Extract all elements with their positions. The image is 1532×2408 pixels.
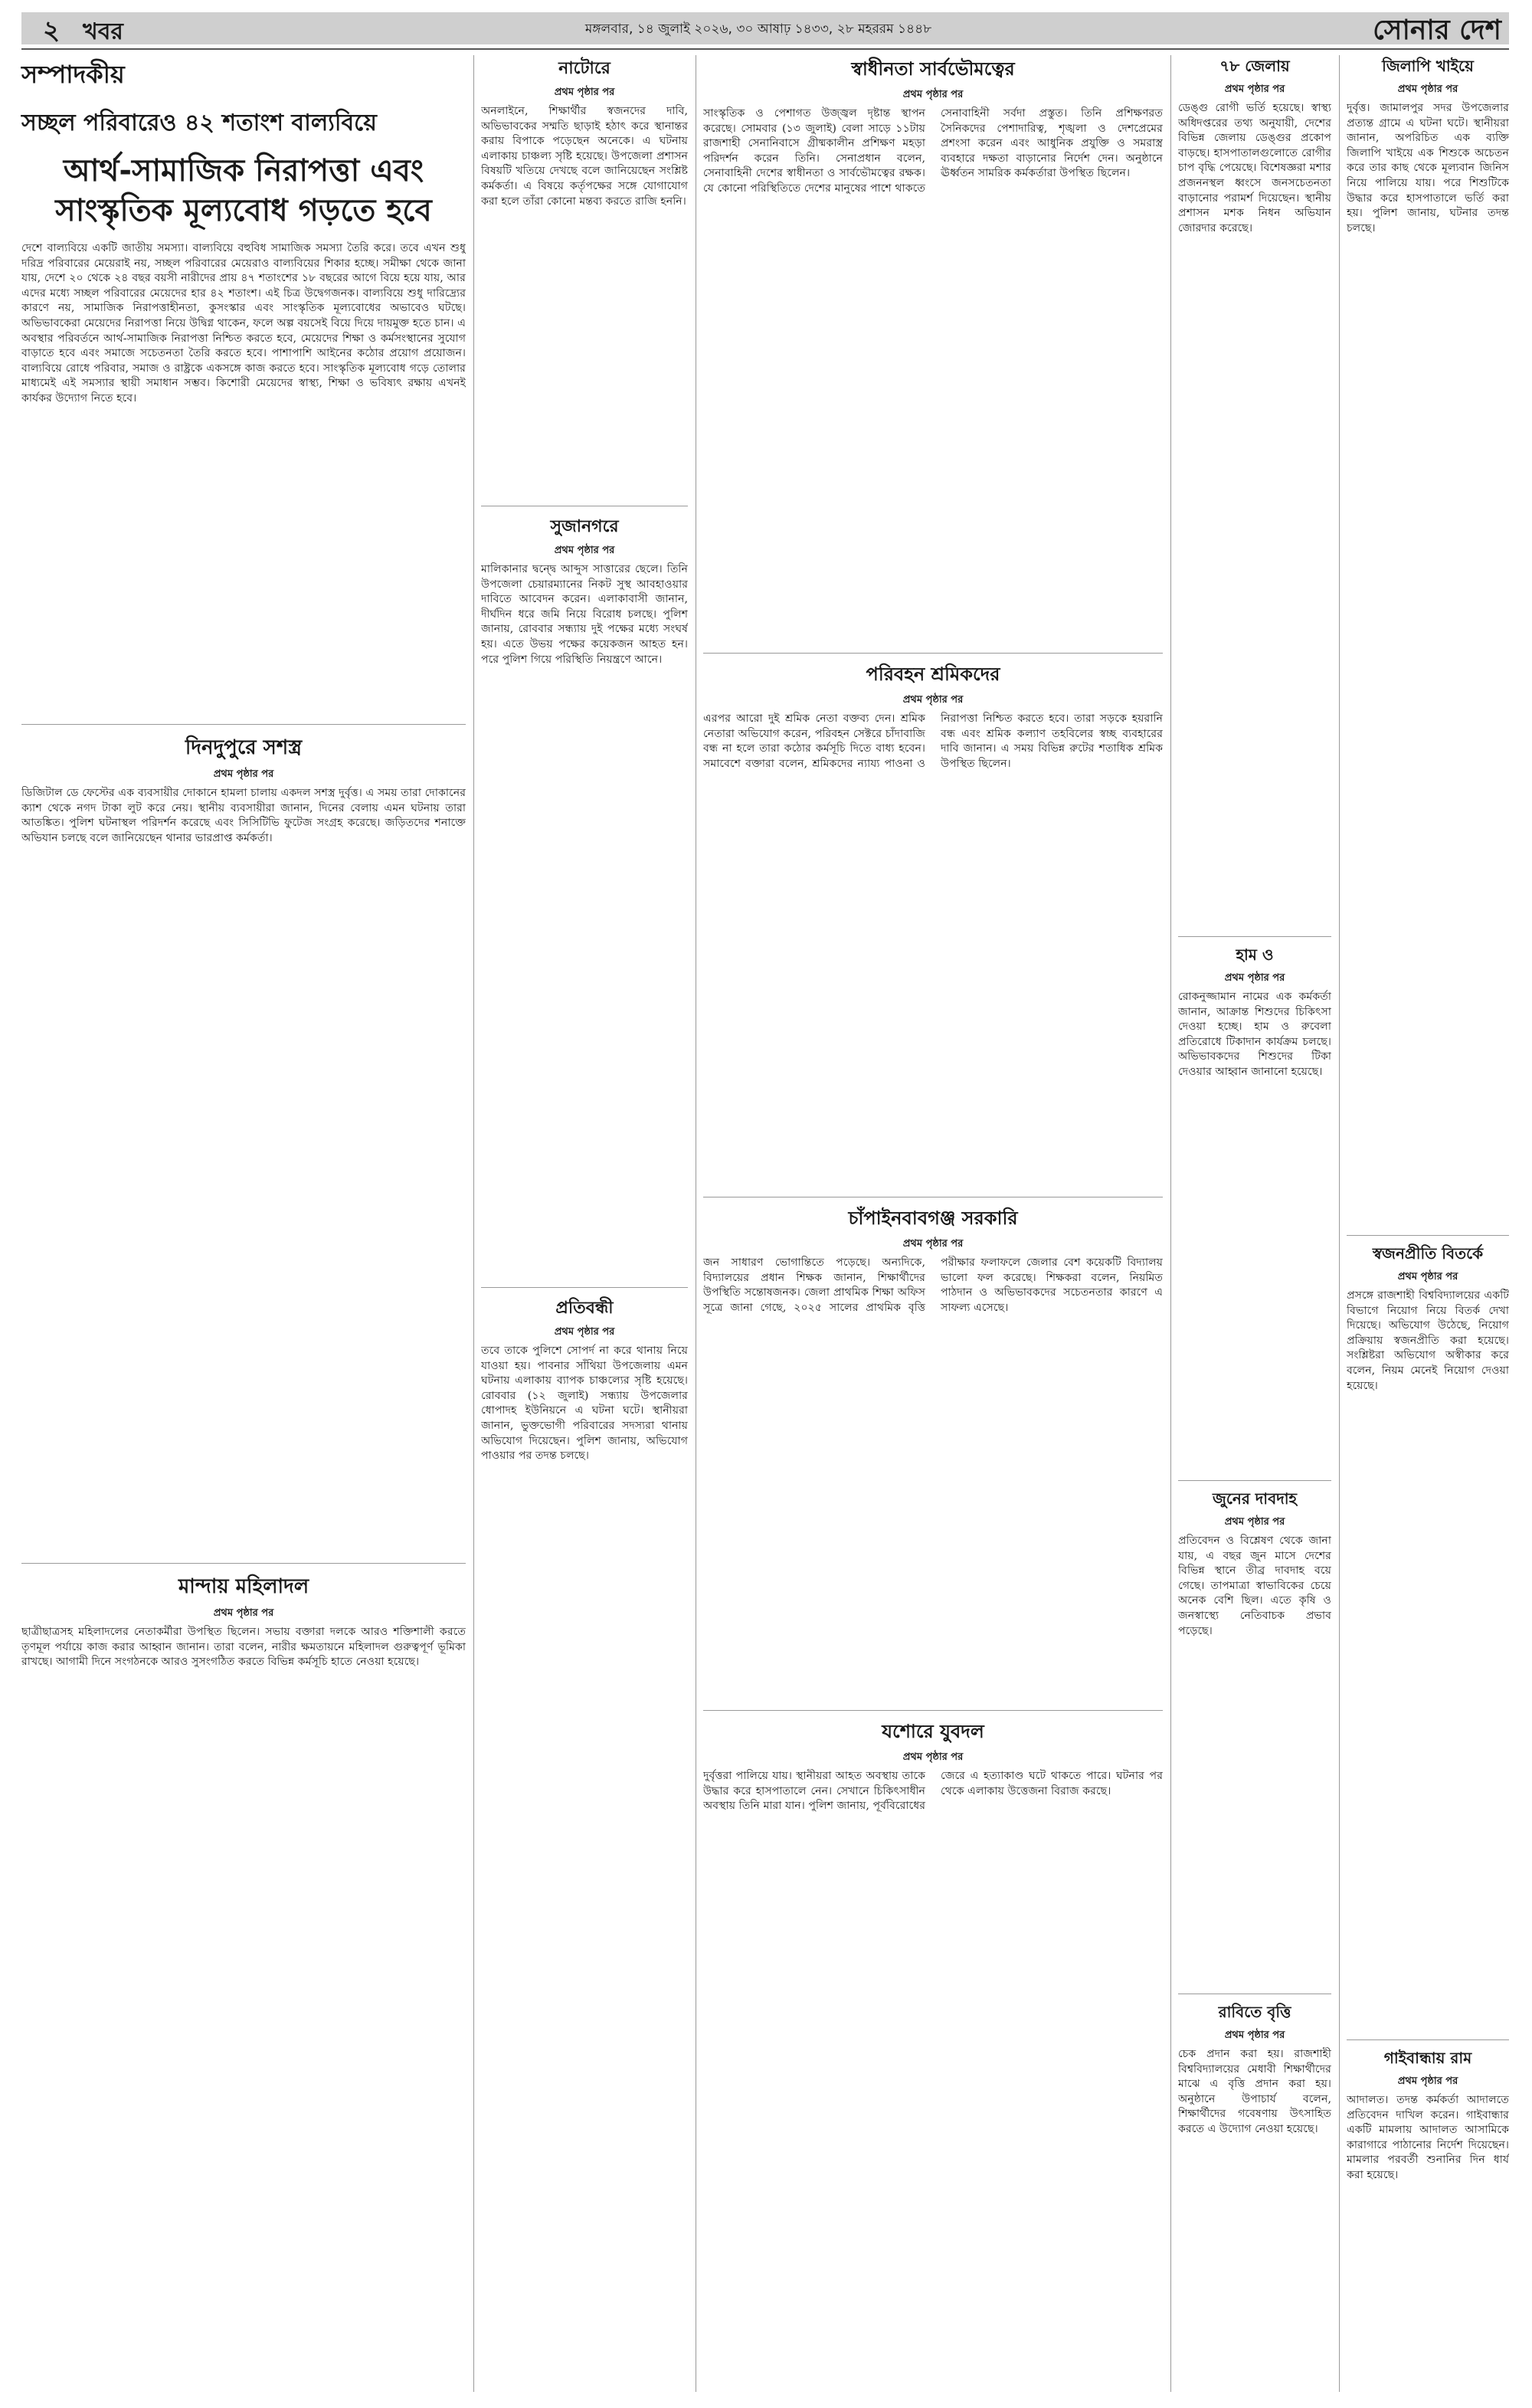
article-jessore	[703, 1718, 1163, 2392]
article-body: জন সাধারণ ভোগান্তিতে পড়েছে। অন্যদিকে, বিদ্যালয়ের প্রধান শিক্ষক জানান, শিক্ষার্থীদের উপস্থিতি সন্তোষজনক। জেলা প্রাথমিক শিক্ষা অফিস সূত্রে জানা গেছে, ২০২৫ সালের প্রাথমিক বৃত্তি পরীক্ষার ফলাফলে জেলার বেশ কয়েকটি বিদ্যালয় ভালো ফল করেছে। শিক্ষকরা বলেন, নিয়মিত পাঠদান ও অভিভাবকদের সচেতনতার কারণে এ সাফল্য এসেছে।	[703, 1256, 1163, 1314]
article-body: ডেঙ্গু রোগী ভর্তি হয়েছে। স্বাস্থ্য অধিদপ্তরের তথ্য অনুযায়ী, দেশের বিভিন্ন জেলায় ডেঙ্গুর প্রকোপ বাড়ছে। হাসপাতালগুলোতে রোগীর চাপ বৃদ্ধি পেয়েছে। বিশেষজ্ঞরা মশার প্রজননস্থল ধ্বংসে জনসচেতনতা বাড়ানোর পরামর্শ দিয়েছেন। স্থানীয় প্রশাসন মশক নিধন অভিযান জোরদার করেছে।	[1178, 102, 1331, 234]
article-title: ৭৮ জেলায়	[1219, 57, 1290, 75]
continuation-label: প্রথম পৃষ্ঠার পর	[902, 1751, 964, 1763]
editorial-body: দেশে বাল্যবিয়ে একটি জাতীয় সমস্যা। বাল্যবিয়ে বহুবিধ সামাজিক সমস্যা তৈরি করে। তবে এখন শুধু দরিদ্র পরিবারের মেয়েরাই নয়, সচ্ছল পরিবারের মেয়েরাও বাল্যবিয়ের শিকার হচ্ছে। সমীক্ষা থেকে জানা যায়, দেশে ২০ থেকে ২৪ বছর বয়সী নারীদের প্রায় ৪৭ শতাংশের ১৮ বছরের আগে বিয়ে হয়ে যায়, আর এদের মধ্যে সচ্ছল পরিবারের মেয়েদের হার ৪২ শতাংশ। এই চিত্র উদ্বেগজনক। বাল্যবিয়ে শুধু দারিদ্র্যের কারণে নয়, সামাজিক নিরাপত্তাহীনতা, কুসংস্কার এবং সাংস্কৃতিক মূল্যবোধের অভাবেও ঘটছে। অভিভাবকেরা মেয়েদের নিরাপত্তা নিয়ে উদ্বিগ্ন থাকেন, ফলে অল্প বয়সেই বিয়ে দিয়ে দায়মুক্ত হতে চান। এ অবস্থার পরিবর্তনে আর্থ-সামাজিক নিরাপত্তা নিশ্চিত করতে হবে, মেয়েদের শিক্ষা ও কর্মসংস্থানের সুযোগ বাড়াতে হবে এবং সমাজে সচেতনতা তৈরি করতে হবে। পাশাপাশি আইনের কঠোর প্রয়োগ প্রয়োজন। বাল্যবিয়ে রোধে পরিবার, সমাজ ও রাষ্ট্রকে একসঙ্গে কাজ করতে হবে। সাংস্কৃতিক মূল্যবোধ গড়ে তোলার মাধ্যমেই এই সমস্যার স্থায়ী সমাধান সম্ভব। কিশোরী মেয়েদের স্বাস্থ্য, শিক্ষা ও ভবিষ্যৎ রক্ষায় এখনই কার্যকর উদ্যোগ নিতে হবে।	[21, 242, 466, 405]
divider	[21, 1563, 466, 1564]
article-rabi	[1178, 2001, 1331, 2392]
article-manda	[21, 1571, 466, 2390]
continuation-label: প্রথম পৃষ্ঠার পর	[1397, 2075, 1458, 2087]
article-body: প্রতিবেদন ও বিশ্লেষণ থেকে জানা যায়, এ বছর জুন মাসে দেশের বিভিন্ন স্থানে তীব্র দাবদাহ বয়ে গেছে। তাপমাত্রা স্বাভাবিকের চেয়ে অনেক বেশি ছিল। এতে কৃষি ও জনস্বাস্থ্যে নেতিবাচক প্রভাব পড়েছে।	[1178, 1535, 1331, 1637]
continuation-label: প্রথম পৃষ্ঠার পর	[1397, 84, 1458, 95]
divider	[1178, 1480, 1331, 1481]
continuation-label: প্রথম পৃষ্ঠার পর	[1224, 972, 1285, 984]
paper-name: সোনার দেশ	[1373, 14, 1501, 46]
divider	[703, 653, 1163, 654]
continuation-label: প্রথম পৃষ্ঠার পর	[1224, 2030, 1285, 2041]
article-gaibandha	[1347, 2047, 1509, 2392]
article-title: নাটোরে	[558, 59, 611, 78]
article-title: দিনদুপুরে সশস্ত্র	[185, 736, 303, 759]
continuation-label: প্রথম পৃষ্ঠার পর	[554, 545, 615, 556]
page-number: ২	[43, 15, 61, 46]
article-dinajpur	[21, 732, 466, 1536]
column-rule	[1170, 55, 1171, 2392]
article-title: চাঁপাইনবাবগঞ্জ সরকারি	[848, 1207, 1018, 1229]
column-rule	[1339, 55, 1340, 2392]
article-body: ডিজিটাল ডে ফেস্টের এক ব্যবসায়ীর দোকানে হামলা চালায় একদল সশস্ত্র দুর্বৃত্ত। এ সময় তারা দোকানের ক্যাশ থেকে নগদ টাকা লুট করে নেয়। স্থানীয় ব্যবসায়ীরা জানান, দিনের বেলায় এমন ঘটনায় তারা আতঙ্কিত। পুলিশ ঘটনাস্থল পরিদর্শন করেছে এবং সিসিটিভি ফুটেজ সংগ্রহ করেছে। জড়িতদের শনাক্তে অভিযান চলছে বলে জানিয়েছেন থানার ভারপ্রাপ্ত কর্মকর্তা।	[21, 787, 466, 844]
continuation-label: প্রথম পৃষ্ঠার পর	[1397, 1271, 1458, 1283]
article-jilapi	[1347, 55, 1509, 1227]
article-june-heat	[1178, 1488, 1331, 1986]
masthead-rule	[21, 48, 1509, 50]
article-body: চেক প্রদান করা হয়। রাজশাহী বিশ্ববিদ্যালয়ের মেধাবী শিক্ষার্থীদের মাঝে এ বৃত্তি প্রদান করা হয়। অনুষ্ঠানে উপাচার্য বলেন, শিক্ষার্থীদের গবেষণায় উৎসাহিত করতে এ উদ্যোগ নেওয়া হয়েছে।	[1178, 2048, 1331, 2135]
article-body: অনলাইনে, শিক্ষার্থীর স্বজনদের দাবি, অভিভাবকের সম্মতি ছাড়াই হঠাৎ করে স্থানান্তর করায় বিপাকে পড়েছেন অনেকে। এ ঘটনায় এলাকায় চাঞ্চল্য সৃষ্টি হয়েছে। উপজেলা প্রশাসন বিষয়টি খতিয়ে দেখছে বলে জানিয়েছেন সংশ্লিষ্ট কর্মকর্তা। এ বিষয়ে কর্তৃপক্ষের সঙ্গে যোগাযোগ করা হলে তাঁরা কোনো মন্তব্য করতে রাজি হননি।	[481, 105, 688, 208]
divider	[21, 724, 466, 725]
article-body: সাংস্কৃতিক ও পেশাগত উজ্জ্বল দৃষ্টান্ত স্থাপন করেছে। সোমবার (১৩ জুলাই) বেলা সাড়ে ১১টায় রাজশাহী সেনানিবাসে গ্রীষ্মকালীন প্রশিক্ষণ মহড়া পরিদর্শন করেন তিনি। সেনাপ্রধান বলেন, সেনাবাহিনী দেশের স্বাধীনতা ও সার্বভৌমত্বের রক্ষক। যে কোনো পরিস্থিতিতে দেশের মানুষের পাশে থাকতে সেনাবাহিনী সর্বদা প্রস্তুত। তিনি প্রশিক্ষণরত সৈনিকদের পেশাদারিত্ব, শৃঙ্খলা ও দেশপ্রেমের প্রশংসা করেন এবং আধুনিক প্রযুক্তি ও সমরাস্ত্র ব্যবহারে দক্ষতা বাড়ানোর নির্দেশ দেন। অনুষ্ঠানে ঊর্ধ্বতন সামরিক কর্মকর্তারা উপস্থিত ছিলেন।	[703, 107, 1163, 195]
article-body: আদালত। তদন্ত কর্মকর্তা আদালতে প্রতিবেদন দাখিল করেন। গাইবান্ধার একটি মামলায় আদালত আসামিকে কারাগারে পাঠানোর নির্দেশ দিয়েছেন। মামলার পরবর্তী শুনানির দিন ধার্য করা হয়েছে।	[1347, 2094, 1509, 2181]
editorial-kicker: সচ্ছল পরিবারেও ৪২ শতাংশ বাল্যবিয়ে	[21, 110, 377, 136]
article-body: রোকনুজ্জামান নামের এক কর্মকর্তা জানান, আক্রান্ত শিশুদের চিকিৎসা দেওয়া হচ্ছে। হাম ও রুবেলা প্রতিরোধে টিকাদান কার্যক্রম চলছে। অভিভাবকদের শিশুদের টিকা দেওয়ার আহ্বান জানানো হয়েছে।	[1178, 991, 1331, 1078]
article-title: স্বজনপ্রীতি বিতর্কে	[1372, 1244, 1484, 1263]
divider	[1347, 1235, 1509, 1236]
article-body: প্রসঙ্গে রাজশাহী বিশ্ববিদ্যালয়ের একটি বিভাগে নিয়োগ নিয়ে বিতর্ক দেখা দিয়েছে। অভিযোগ উঠেছে, নিয়োগ প্রক্রিয়ায় স্বজনপ্রীতি করা হয়েছে। সংশ্লিষ্টরা অভিযোগ অস্বীকার করে বলেন, নিয়ম মেনেই নিয়োগ দেওয়া হয়েছে।	[1347, 1289, 1509, 1392]
article-independence	[703, 55, 1163, 645]
article-title: সুজানগরে	[550, 517, 619, 536]
article-title: পরিবহন শ্রমিকদের	[866, 663, 1000, 685]
article-transport	[703, 660, 1163, 1189]
article-78-districts	[1178, 55, 1331, 929]
article-ham	[1178, 944, 1331, 1473]
article-body: দুর্বৃত্তরা পালিয়ে যায়। স্থানীয়রা আহত অবস্থায় তাকে উদ্ধার করে হাসপাতালে নেন। সেখানে চিকিৎসাধীন অবস্থায় তিনি মারা যান। পুলিশ জানায়, পূর্ববিরোধের জেরে এ হত্যাকাণ্ড ঘটে থাকতে পারে। ঘটনার পর থেকে এলাকায় উত্তেজনা বিরাজ করছে।	[703, 1770, 1163, 1813]
article-body: ছাত্রীছাত্রসহ মহিলাদলের নেতাকর্মীরা উপস্থিত ছিলেন। সভায় বক্তারা দলকে আরও শক্তিশালী করতে তৃণমূল পর্যায়ে কাজ করার আহ্বান জানান। তারা বলেন, নারীর ক্ষমতায়নে মহিলাদল গুরুত্বপূর্ণ ভূমিকা রাখছে। আগামী দিনে সংগঠনকে আরও সুসংগঠিত করতে বিভিন্ন কর্মসূচি হাতে নেওয়া হয়েছে।	[21, 1626, 466, 1669]
article-title: হাম ও	[1236, 945, 1274, 964]
editorial-label: সম্পাদকীয়	[21, 60, 125, 89]
divider	[1178, 936, 1331, 937]
article-body: মালিকানার দ্বন্দ্বে আব্দুস সাত্তারের ছেলে। তিনি উপজেলা চেয়ারম্যানের নিকট সুস্থ আবহাওয়ার দাবিতে আবেদন করেন। এলাকাবাসী জানান, দীর্ঘদিন ধরে জমি নিয়ে বিরোধ চলছে। পুলিশ জানায়, রোববার সন্ধ্যায় দুই পক্ষের মধ্যে সংঘর্ষ হয়। এতে উভয় পক্ষের কয়েকজন আহত হন। পরে পুলিশ গিয়ে পরিস্থিতি নিয়ন্ত্রণে আনে।	[481, 563, 688, 666]
article-title: জুনের দাবদাহ	[1212, 1489, 1298, 1508]
continuation-label: প্রথম পৃষ্ঠার পর	[213, 1607, 274, 1619]
continuation-label: প্রথম পৃষ্ঠার পর	[902, 694, 964, 706]
editorial-headline: আর্থ-সামাজিক নিরাপত্তা এবং সাংস্কৃতিক মূল্যবোধ গড়তে হবে	[55, 153, 432, 228]
article-title: রাবিতে বৃত্তি	[1218, 2003, 1291, 2021]
article-swajanprity	[1347, 1243, 1509, 2032]
continuation-label: প্রথম পৃষ্ঠার পর	[902, 89, 964, 100]
continuation-label: প্রথম পৃষ্ঠার পর	[1224, 1516, 1285, 1528]
article-body: দুর্বৃত্ত। জামালপুর সদর উপজেলার প্রত্যন্ত গ্রামে এ ঘটনা ঘটে। স্থানীয়রা জানান, অপরিচিত এক ব্যক্তি জিলাপি খাইয়ে এক শিশুকে অচেতন করে তার কাছ থেকে মূল্যবান জিনিস নিয়ে পালিয়ে যায়। পরে শিশুটিকে উদ্ধার করে হাসপাতালে ভর্তি করা হয়। পুলিশ জানায়, ঘটনার তদন্ত চলছে।	[1347, 102, 1509, 234]
continuation-label: প্রথম পৃষ্ঠার পর	[1224, 84, 1285, 95]
article-body: এরপর আরো দুই শ্রমিক নেতা বক্তব্য দেন। শ্রমিক নেতারা অভিযোগ করেন, পরিবহন সেক্টরে চাঁদাবাজি বন্ধ না হলে তারা কঠোর কর্মসূচি দিতে বাধ্য হবেন। সমাবেশে বক্তারা বলেন, শ্রমিকদের ন্যায্য পাওনা ও নিরাপত্তা নিশ্চিত করতে হবে। তারা সড়কে হয়রানি বন্ধ এবং শ্রমিক কল্যাণ তহবিলের স্বচ্ছ ব্যবহারের দাবি জানান। এ সময় বিভিন্ন রুটের শতাধিক শ্রমিক উপস্থিত ছিলেন।	[703, 713, 1163, 770]
continuation-label: প্রথম পৃষ্ঠার পর	[213, 768, 274, 780]
article-title: মান্দায় মহিলাদল	[178, 1575, 309, 1598]
article-protibondhi	[481, 1295, 688, 2390]
article-natore	[481, 55, 688, 500]
continuation-label: প্রথম পৃষ্ঠার পর	[554, 87, 615, 98]
article-sujanagar	[481, 513, 688, 1279]
column-rule	[473, 55, 474, 2392]
article-body: তবে তাকে পুলিশে সোপর্দ না করে থানায় নিয়ে যাওয়া হয়। পাবনার সাঁথিয়া উপজেলায় এমন ঘটনায় এলাকায় ব্যাপক চাঞ্চল্যের সৃষ্টি হয়েছে। রোববার (১২ জুলাই) সন্ধ্যায় উপজেলার ধোপাদহ ইউনিয়নে এ ঘটনা ঘটে। স্থানীয়রা জানান, ভুক্তভোগী পরিবারের সদস্যরা থানায় অভিযোগ দিয়েছেন। পুলিশ জানায়, অভিযোগ পাওয়ার পর তদন্ত চলছে।	[481, 1345, 688, 1463]
divider	[481, 1287, 688, 1288]
article-title: গাইবান্ধায় রাম	[1383, 2049, 1472, 2067]
article-title: স্বাধীনতা সার্বভৌমত্বের	[851, 58, 1015, 80]
article-title: যশোরে যুবদল	[882, 1721, 984, 1742]
editorial-box	[21, 55, 466, 714]
date-line: মঙ্গলবার, ১৪ জুলাই ২০২৬, ৩০ আষাঢ় ১৪৩৩, ২৮ মহররম ১৪৪৮	[584, 21, 932, 37]
divider	[1347, 2039, 1509, 2040]
article-title: প্রতিবন্ধী	[555, 1299, 614, 1318]
continuation-label: প্রথম পৃষ্ঠার পর	[554, 1326, 615, 1338]
continuation-label: প্রথম পৃষ্ঠার পর	[902, 1238, 964, 1250]
article-title: জিলাপি খাইয়ে	[1382, 57, 1474, 75]
section-label: খবর	[83, 18, 123, 45]
article-chapai	[703, 1204, 1163, 1702]
divider	[703, 1710, 1163, 1711]
